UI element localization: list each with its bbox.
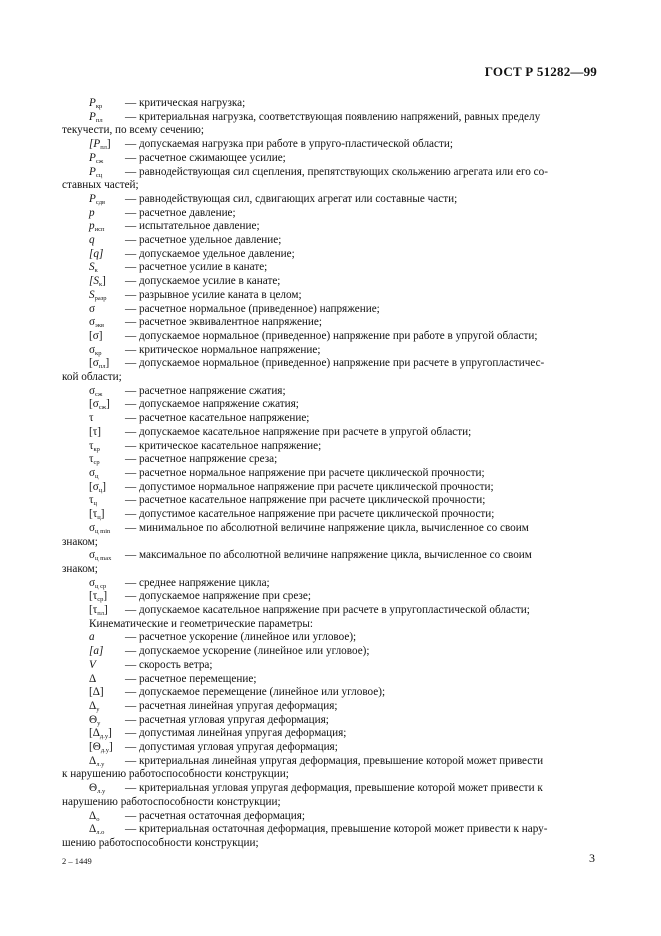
definition: — критериальная линейная упругая деформация, превышение которой может привести [125,754,544,767]
definition-continuation: ставных частей; [62,179,139,192]
definition-continuation: шению работоспособности конструкции; [62,836,259,849]
symbol: $\sigma_{экв}$ [89,316,105,330]
definition: — допустимая линейная упругая деформация; [125,727,347,740]
symbol: $[\Delta_{д.у}]$ [89,727,112,741]
definition: — расчетная линейная упругая деформация; [125,699,338,712]
symbol-entry [62,412,599,426]
symbol: $[P_{пл}]$ [89,138,111,152]
symbol-entry [62,398,599,412]
definition: — критическая нагрузка; [125,97,246,109]
definition-continuation: к нарушению работоспособности конструкции; [62,768,289,781]
definition-continuation: кой области; [62,371,122,384]
symbol: $P_{сц}$ [89,165,103,179]
symbol: [Δ] [89,686,104,699]
symbol: $\Theta_{л.у}$ [89,782,106,796]
symbol-entry [62,590,599,604]
symbol-entry [62,700,599,714]
symbol-entry [62,467,599,481]
definition: — допускаемое напряжение при срезе; [125,590,311,603]
symbol: $P_{сж}$ [89,151,104,165]
definition: — критериальная нагрузка, соответствующая появлению напряжений, равных пределу [125,110,541,123]
definition: — расчетное сжимающее усилие; [125,151,286,164]
symbol: $S_{разр}$ [89,288,107,302]
definition: — расчетное напряжение среза; [125,453,278,466]
definition-continuation: текучести, по всему сечению; [62,124,204,137]
document-header: ГОСТ Р 51282—99 [484,64,597,79]
symbol: [σ] [89,329,103,342]
section-subheading: Кинематические и геометрические параметры: [89,617,314,630]
symbol: $\sigma_{ц min}$ [89,521,111,535]
definition: — расчетное перемещение; [125,672,257,685]
definition: — расчетная угловая упругая деформация; [125,713,329,726]
definition: — критическое касательное напряжение; [125,439,322,452]
symbol-entry [62,193,599,207]
symbol-entry [62,673,599,687]
definition: — расчетное удельное давление; [125,234,282,247]
symbol: τ [89,412,94,425]
definition-continuation: знаком; [62,562,98,575]
definition: — расчетное ускорение (линейное или угловое); [125,631,357,644]
symbol: $\Delta_{л.о}$ [89,823,105,837]
symbol: $\Delta_у$ [89,699,100,713]
definition: — допускаемая нагрузка при работе в упруго-пластической области; [125,138,453,151]
definition: — расчетное напряжение сжатия; [125,384,286,397]
print-code: 2 – 1449 [62,856,92,866]
symbol: $\sigma_{ц ср}$ [89,576,107,590]
definition: — равнодействующая сил, сдвигающих агрегат или составные части; [125,192,458,205]
symbol-entry [62,631,599,645]
definition: — равнодействующая сил сцепления, препятствующих скольжению агрегата или его со- [125,165,548,178]
symbol-entry [62,357,599,384]
symbol: $\Theta_у$ [89,713,101,727]
definition: — допускаемое усилие в канате; [125,275,281,288]
symbol: $\tau_{кр}$ [89,439,100,453]
symbol-entry [62,316,599,330]
symbol-entry [62,810,599,824]
symbol-entry [62,714,599,728]
page-number: 3 [589,851,595,865]
symbol: $[\tau_ц]$ [89,508,105,522]
symbol-entry [62,481,599,495]
symbol-entry [62,755,599,782]
symbol: a [89,631,95,644]
definition: — критическое нормальное напряжение; [125,343,321,356]
symbol: q [89,234,95,247]
symbol: V [89,658,96,671]
definition: — расчетная остаточная деформация; [125,809,306,822]
symbol-entry [62,97,599,111]
symbol: $[\sigma_{пл}]$ [89,357,110,371]
symbol-entry [62,494,599,508]
symbol-entry [62,303,599,317]
symbol-entry [62,741,599,755]
symbol: [a] [89,645,104,658]
definition: — скорость ветра; [125,658,213,671]
definition: — среднее напряжение цикла; [125,576,270,589]
definition: — допустимое касательное напряжение при расчете циклической прочности; [125,508,495,521]
symbol-entry [62,453,599,467]
symbol-entry [62,330,599,344]
symbol: Δ [89,672,97,685]
definition: — допускаемое касательное напряжение при расчете в упругопластической области; [125,604,530,617]
definition: — допускаемое нормальное (приведенное) напряжение при расчете в упругопластичес- [125,357,545,370]
symbol-entry [62,166,599,193]
symbol-entry [62,207,599,221]
symbol-entry [62,782,599,809]
symbol-entry [62,727,599,741]
symbol-entry [62,344,599,358]
symbol-entry [62,645,599,659]
symbol-entry [62,577,599,591]
definition: — разрывное усилие каната в целом; [125,288,302,301]
symbol: $P_{кр}$ [89,97,103,110]
definition: — допускаемое ускорение (линейное или угловое); [125,645,370,658]
definition: — минимальное по абсолютной величине напряжение цикла, вычисленное со своим [125,521,529,534]
symbol: $p_{исп}$ [89,220,105,234]
symbol: $\sigma_ц$ [89,466,99,480]
symbol-entry [62,659,599,673]
symbol: σ [89,302,96,315]
symbol: [q] [89,247,104,260]
definition: — расчетное эквивалентное напряжение; [125,316,322,329]
symbol: $S_к$ [89,261,98,275]
definition: — испытательное давление; [125,220,260,233]
symbol: $\Delta_{л.у}$ [89,754,105,768]
symbol-entry [62,220,599,234]
symbol-entry [62,508,599,522]
definition: — допускаемое касательное напряжение при расчете в упругой области; [125,425,472,438]
symbol-entry [62,275,599,289]
symbol-entry [62,686,599,700]
definition: — расчетное нормальное (приведенное) напряжение; [125,302,380,315]
symbol-entry [62,385,599,399]
definition-continuation: нарушению работоспособности конструкции; [62,795,281,808]
symbol: $[\sigma_{сж}]$ [89,398,110,412]
definition: — расчетное касательное напряжение при расчете циклической прочности; [125,494,486,507]
symbol-entry [62,522,599,549]
definition: — допускаемое удельное давление; [125,247,295,260]
symbol-entry [62,823,599,850]
symbol: $\sigma_{ц max}$ [89,549,112,563]
symbol-entry [62,152,599,166]
symbol: $[S_к]$ [89,275,106,289]
symbol-list [62,97,599,851]
definition: — допускаемое нормальное (приведенное) напряжение при работе в упругой области; [125,329,538,342]
symbol-entry [62,426,599,440]
symbol: $P_{пл}$ [89,110,103,124]
definition: — расчетное нормальное напряжение при расчете циклической прочности; [125,466,485,479]
symbol: [τ] [89,425,101,438]
symbol: $\sigma_{сж}$ [89,384,103,398]
symbol: p [89,206,95,219]
definition: — расчетное касательное напряжение; [125,412,310,425]
symbol: $[\Theta_{д.у}]$ [89,741,113,755]
definition: — максимальное по абсолютной величине напряжение цикла, вычисленное со своим [125,549,532,562]
symbol-entry [62,261,599,275]
symbol-entry [62,549,599,576]
symbol-entry [62,138,599,152]
definition: — допускаемое перемещение (линейное или угловое); [125,686,386,699]
symbol-entry [62,289,599,303]
symbol-entry [62,604,599,618]
symbol: $\tau_ц$ [89,494,97,508]
symbol-entry [62,111,599,138]
definition: — допустимое нормальное напряжение при расчете циклической прочности; [125,480,494,493]
definition: — раcчетное усилие в канате; [125,261,268,274]
symbol: $\tau_{ср}$ [89,453,100,467]
definition: — расчетное давление; [125,206,236,219]
symbol: $[\tau_{ср}]$ [89,590,108,604]
definition: — критериальная угловая упругая деформация, превышение которой может привести к [125,782,543,795]
symbol-entry [62,234,599,248]
symbol: $P_{сдв}$ [89,192,106,206]
definition-continuation: знаком; [62,535,98,548]
definition: — критериальная остаточная деформация, превышение которой может привести к нару- [125,823,548,836]
definition: — допускаемое напряжение сжатия; [125,398,299,411]
symbol: $[\tau_{пл}]$ [89,604,108,618]
symbol: $\Delta_о$ [89,809,100,823]
definition: — допустимая угловая упругая деформация; [125,741,338,754]
symbol: $\sigma_{кр}$ [89,343,102,357]
symbol-entry [62,440,599,454]
symbol-entry [62,248,599,262]
symbol: $[\sigma_ц]$ [89,480,106,494]
